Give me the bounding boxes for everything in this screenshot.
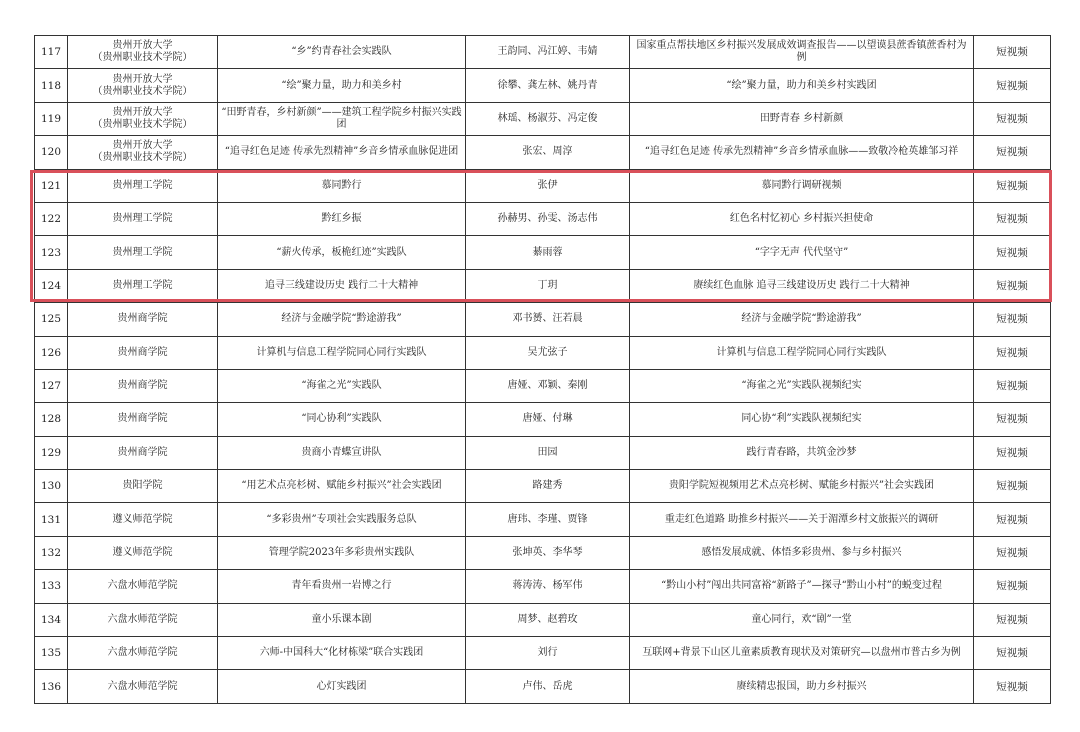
team-name: 计算机与信息工程学院同心同行实践队 [218, 336, 466, 369]
team-name: 慕同黔行 [218, 169, 466, 202]
work-type: 短视频 [974, 436, 1051, 469]
row-number: 134 [35, 603, 68, 636]
work-title: 同心协“利”实践队视频纪实 [630, 403, 974, 436]
team-members: 吴尤弦子 [466, 336, 630, 369]
row-number: 124 [35, 269, 68, 302]
work-title: “追寻红色足迹 传承先烈精神”乡音乡情承血脉——致敬冷枪英雄邹习祥 [630, 136, 974, 169]
work-type: 短视频 [974, 570, 1051, 603]
school-name: 遵义师范学院 [68, 536, 218, 569]
work-type: 短视频 [974, 503, 1051, 536]
row-number: 129 [35, 436, 68, 469]
school-name: 贵州商学院 [68, 336, 218, 369]
work-title: “黔山小村”闯出共同富裕“新路子”—探寻“黔山小村”的蜕变过程 [630, 570, 974, 603]
work-title: 践行青春路，共筑金沙梦 [630, 436, 974, 469]
team-name: 心灯实践团 [218, 670, 466, 703]
work-title: 重走红色道路 助推乡村振兴——关于湄潭乡村文旅振兴的调研 [630, 503, 974, 536]
table-row [35, 670, 1051, 703]
table-row [35, 136, 1051, 169]
team-members: 徐攀、龚左林、姚丹青 [466, 69, 630, 102]
school-name: 六盘水师范学院 [68, 570, 218, 603]
work-type: 短视频 [974, 236, 1051, 269]
work-title: 赓续精忠报国，助力乡村振兴 [630, 670, 974, 703]
row-number: 130 [35, 470, 68, 503]
table-row [35, 303, 1051, 336]
table-row [35, 503, 1051, 536]
team-members: 林瑶、杨淑芬、冯定俊 [466, 102, 630, 135]
team-members: 田园 [466, 436, 630, 469]
team-name: 贵商小青蝶宣讲队 [218, 436, 466, 469]
table-row [35, 202, 1051, 235]
table-row [35, 570, 1051, 603]
table-row [35, 102, 1051, 135]
team-name: 童小乐课本剧 [218, 603, 466, 636]
work-title: 赓续红色血脉 追寻三线建设历史 践行二十大精神 [630, 269, 974, 302]
school-name: 遵义师范学院 [68, 503, 218, 536]
work-title: “绘”聚力量，助力和美乡村实践团 [630, 69, 974, 102]
school-name: 贵阳学院 [68, 470, 218, 503]
table-row [35, 69, 1051, 102]
table-row [35, 269, 1051, 302]
work-type: 短视频 [974, 202, 1051, 235]
team-name: “多彩贵州”专项社会实践服务总队 [218, 503, 466, 536]
work-title: 慕同黔行调研视频 [630, 169, 974, 202]
table-row [35, 436, 1051, 469]
team-members: 唐玮、李瑾、贾锋 [466, 503, 630, 536]
school-name: 贵州开放大学 （贵州职业技术学院） [68, 36, 218, 69]
table-row [35, 403, 1051, 436]
work-title: 国家重点帮扶地区乡村振兴发展成效调查报告——以望谟县蔗香镇蔗香村为例 [630, 36, 974, 69]
school-name: 贵州理工学院 [68, 236, 218, 269]
team-members: 孙赫男、孙雯、汤志伟 [466, 202, 630, 235]
team-name: 六师-中国科大“化材栋梁”联合实践团 [218, 637, 466, 670]
team-members: 丁玥 [466, 269, 630, 302]
row-number: 119 [35, 102, 68, 135]
row-number: 126 [35, 336, 68, 369]
team-members: 唐娅、邓颖、秦刚 [466, 369, 630, 402]
school-name: 贵州开放大学 （贵州职业技术学院） [68, 69, 218, 102]
table-row [35, 236, 1051, 269]
work-type: 短视频 [974, 403, 1051, 436]
team-members: 刘行 [466, 637, 630, 670]
team-members: 张伊 [466, 169, 630, 202]
row-number: 136 [35, 670, 68, 703]
work-title: 童心同行，欢“剧”一堂 [630, 603, 974, 636]
work-type: 短视频 [974, 369, 1051, 402]
team-members: 路建秀 [466, 470, 630, 503]
row-number: 120 [35, 136, 68, 169]
award-list-table [34, 35, 1051, 704]
work-type: 短视频 [974, 36, 1051, 69]
work-title: 田野青春 乡村新颜 [630, 102, 974, 135]
work-type: 短视频 [974, 603, 1051, 636]
school-name: 贵州商学院 [68, 303, 218, 336]
team-members: 王韵同、冯江婷、韦婧 [466, 36, 630, 69]
table-row [35, 36, 1051, 69]
team-name: 经济与金融学院“黔途游我” [218, 303, 466, 336]
team-name: “海雀之光”实践队 [218, 369, 466, 402]
row-number: 135 [35, 637, 68, 670]
work-type: 短视频 [974, 169, 1051, 202]
work-type: 短视频 [974, 269, 1051, 302]
row-number: 123 [35, 236, 68, 269]
school-name: 贵州商学院 [68, 403, 218, 436]
team-members: 周梦、赵碧玫 [466, 603, 630, 636]
row-number: 121 [35, 169, 68, 202]
table-row [35, 336, 1051, 369]
work-type: 短视频 [974, 303, 1051, 336]
work-type: 短视频 [974, 536, 1051, 569]
school-name: 贵州商学院 [68, 436, 218, 469]
row-number: 133 [35, 570, 68, 603]
team-members: 邓书赟、汪若晨 [466, 303, 630, 336]
team-name: “同心协利”实践队 [218, 403, 466, 436]
table-row [35, 603, 1051, 636]
work-type: 短视频 [974, 69, 1051, 102]
work-type: 短视频 [974, 470, 1051, 503]
team-name: “田野青春，乡村新颜”——建筑工程学院乡村振兴实践团 [218, 102, 466, 135]
team-name: “绘”聚力量，助力和美乡村 [218, 69, 466, 102]
work-title: 互联网+背景下山区儿童素质教育现状及对策研究—以盘州市普古乡为例 [630, 637, 974, 670]
team-name: 青年看贵州一岩博之行 [218, 570, 466, 603]
work-title: 计算机与信息工程学院同心同行实践队 [630, 336, 974, 369]
school-name: 贵州理工学院 [68, 202, 218, 235]
row-number: 122 [35, 202, 68, 235]
table-row [35, 169, 1051, 202]
row-number: 125 [35, 303, 68, 336]
team-members: 卢伟、岳虎 [466, 670, 630, 703]
row-number: 131 [35, 503, 68, 536]
work-title: “海雀之光”实践队视频纪实 [630, 369, 974, 402]
team-members: 张宏、周淳 [466, 136, 630, 169]
school-name: 贵州理工学院 [68, 269, 218, 302]
work-type: 短视频 [974, 336, 1051, 369]
table-row [35, 470, 1051, 503]
team-members: 綦雨蓉 [466, 236, 630, 269]
row-number: 127 [35, 369, 68, 402]
school-name: 贵州开放大学 （贵州职业技术学院） [68, 102, 218, 135]
team-name: 追寻三线建设历史 践行二十大精神 [218, 269, 466, 302]
work-type: 短视频 [974, 637, 1051, 670]
table-row [35, 369, 1051, 402]
work-type: 短视频 [974, 102, 1051, 135]
team-name: “追寻红色足迹 传承先烈精神”乡音乡情承血脉促进团 [218, 136, 466, 169]
team-name: “薪火传承，板桅红迹”实践队 [218, 236, 466, 269]
school-name: 贵州开放大学 （贵州职业技术学院） [68, 136, 218, 169]
work-title: “字字无声 代代坚守” [630, 236, 974, 269]
row-number: 132 [35, 536, 68, 569]
work-title: 红色名村忆初心 乡村振兴担使命 [630, 202, 974, 235]
school-name: 六盘水师范学院 [68, 670, 218, 703]
row-number: 118 [35, 69, 68, 102]
team-members: 蒋涛涛、杨军伟 [466, 570, 630, 603]
work-type: 短视频 [974, 670, 1051, 703]
school-name: 六盘水师范学院 [68, 637, 218, 670]
work-type: 短视频 [974, 136, 1051, 169]
team-name: “用艺术点亮杉树、赋能乡村振兴”社会实践团 [218, 470, 466, 503]
work-title: 感悟发展成就、体悟多彩贵州、参与乡村振兴 [630, 536, 974, 569]
team-name: “乡”约青春社会实践队 [218, 36, 466, 69]
table-row [35, 637, 1051, 670]
team-members: 张坤英、李华琴 [466, 536, 630, 569]
school-name: 六盘水师范学院 [68, 603, 218, 636]
team-name: 黔红乡振 [218, 202, 466, 235]
team-name: 管理学院2023年多彩贵州实践队 [218, 536, 466, 569]
row-number: 128 [35, 403, 68, 436]
table-row [35, 536, 1051, 569]
work-title: 经济与金融学院“黔途游我” [630, 303, 974, 336]
team-members: 唐娅、付琳 [466, 403, 630, 436]
school-name: 贵州商学院 [68, 369, 218, 402]
work-title: 贵阳学院短视频用艺术点亮杉树、赋能乡村振兴”社会实践团 [630, 470, 974, 503]
school-name: 贵州理工学院 [68, 169, 218, 202]
row-number: 117 [35, 36, 68, 69]
